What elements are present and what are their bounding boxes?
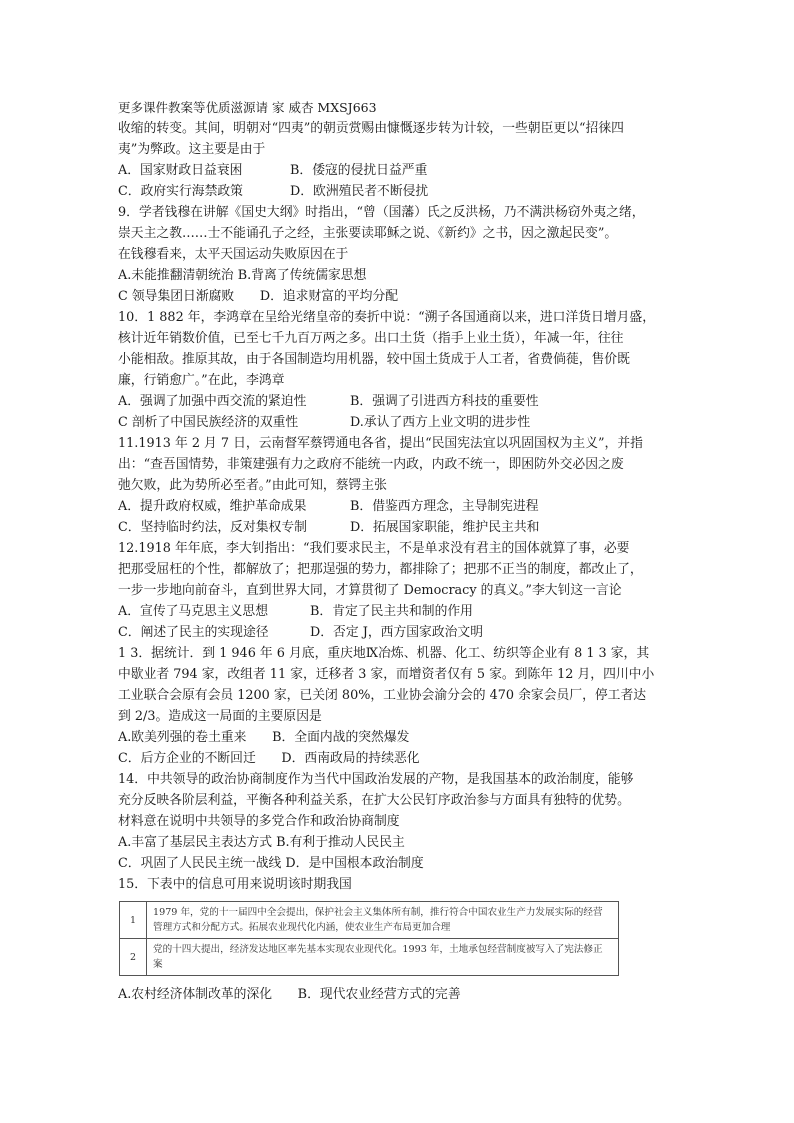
q11-option-d: D．拓展国家职能，维护民主共和 <box>350 520 540 535</box>
q9-options-ab: A.未能推翻清朝统治 B.背离了传统儒家思想 <box>118 268 367 283</box>
q11-option-a: A．提升政府权威，维护革命成果 <box>118 499 307 514</box>
q10-option-d: D.承认了西方上业文明的进步性 <box>350 415 531 430</box>
table-row <box>120 902 619 939</box>
question-12 <box>118 538 678 643</box>
q13-line: 中歇业者 794 家，改组者 11 家，迁移者 3 家，而增资者仅有 5 家。到陈年 12 月，四川中小 <box>118 667 655 682</box>
q8-options-row <box>118 160 678 181</box>
q11-line: 弛欠败，此为势所必至者。”由此可知，蔡锷主张 <box>118 478 387 493</box>
q13-options-ab: A.欧美列强的卷土重来 B．全面内战的突然爆发 <box>118 730 410 745</box>
q10-line: 核计近年销数价值，已至七千九百万两之多。出口土货（指手上业土货），年减一年，往往 <box>118 331 624 346</box>
q11-line: 出：“查吾国情势，非策建强有力之政府不能统一内政，内政不统一，即困防外交必因之废 <box>118 457 624 472</box>
q8-options-row <box>118 181 678 202</box>
q12-line: 一步一步地向前奋斗，直到世界大同，才算贯彻了 Democracy 的真义。”李大钊这一言论 <box>118 583 622 598</box>
q11-options-row <box>118 496 678 517</box>
table-row-number: 1 <box>120 902 147 939</box>
q14-line: 14．中共领导的政治协商制度作为当代中国政治发展的产物，是我国基本的政治制度，能够 <box>118 772 634 787</box>
question-15 <box>118 874 678 1005</box>
q11-line: 11.1913 年 2 月 7 日，云南督军蔡锷通电各省，提出“民国宪法宜以巩固国权为主义”，并指 <box>118 436 643 451</box>
q12-options-row <box>118 601 678 622</box>
q9-line: 在钱穆看来，太平天国运动失败原因在于 <box>118 247 349 262</box>
page-header: 更多课件教案等优质滋源请 家 威杏 MXSJ663 <box>118 100 377 115</box>
q12-options-row <box>118 622 678 643</box>
q10-option-b: B．强调了引进西方科技的重要性 <box>350 394 539 409</box>
q12-option-b: B．肯定了民主共和制的作用 <box>310 604 473 619</box>
q12-line: 12.1918 年年底，李大钊指出：“我们要求民主，不是单求没有君主的国体就算了事，必要 <box>118 541 630 556</box>
q9-options-cd: C 领导集团日渐腐败 D．追求财富的平均分配 <box>118 289 399 304</box>
q8-option-a: A．国家财政日益衰困 <box>118 163 243 178</box>
q10-options-row <box>118 391 678 412</box>
q8-option-c: C．政府实行海禁政策 <box>118 184 243 199</box>
q14-line: 充分反映各阶层利益，平衡各种利益关系，在扩大公民钉序政治参与方面具有独特的优势。 <box>118 793 630 808</box>
q15-table <box>119 901 619 976</box>
q9-line: 9．学者钱穆在讲解《国史大纲》时指出，“曾（国藩）氏之反洪杨，乃不满洪杨窃外夷之绪， <box>118 205 645 220</box>
q12-line: 把那受屈枉的个性，都解放了；把那逞强的势力，都排除了；把那不正当的制度，都改止了， <box>118 562 643 577</box>
q14-options-cd: C．巩固了人民民主统一战线 D．是中国根本政治制度 <box>118 856 424 871</box>
q8-line: 夷”为弊政。这主要是由于 <box>118 142 266 157</box>
q8-option-b: B．倭寇的侵扰日益严重 <box>290 163 428 178</box>
table-row-text: 党的十四大提出，经济发达地区率先基本实现农业现代化。1993 年，土地承包经营制度被写入了宪法修正案 <box>147 939 619 976</box>
q12-option-d: D．否定 J，西方国家政治文明 <box>310 625 484 640</box>
q11-options-row <box>118 517 678 538</box>
question-14 <box>118 769 678 874</box>
q10-line: 10．1 882 年，李鸿章在呈给光绪皇帝的奏折中说：“溯子各国通商以来，进口洋货日增月盛， <box>118 310 656 325</box>
q11-option-c: C．坚持临时约法，反对集权专制 <box>118 520 307 535</box>
q14-line: 材料意在说明中共领导的多党合作和政治协商制度 <box>118 814 400 829</box>
q9-line: 崇天主之教……士不能诵孔子之经，主张要读耶稣之说、《新约》之书，因之激起民变”。 <box>118 226 618 241</box>
q12-option-c: C．阐述了民主的实现途径 <box>118 625 269 640</box>
q8-option-d: D．欧洲殖民者不断侵扰 <box>290 184 429 199</box>
question-9 <box>118 202 678 307</box>
q10-options-row <box>118 412 678 433</box>
exam-page <box>118 97 678 1005</box>
q10-option-a: A．强调了加强中西交流的紧迫性 <box>118 394 307 409</box>
q14-options-ab: A.丰富了基层民主表达方式 B.有利于推动人民民主 <box>118 835 405 850</box>
q13-line: 到 2/3。造成这一局面的主要原因是 <box>118 709 322 724</box>
q8-line: 收缩的转变。其间，明朝对“四夷”的朝贡赏赐由慷慨逐步转为计较，一些朝臣更以“招徕四 <box>118 121 624 136</box>
table-row-number: 2 <box>120 939 147 976</box>
question-8-tail <box>118 118 678 202</box>
q13-line: 工业联合会原有会员 1200 家，已关闭 80%，工业协会渝分会的 470 余家会员厂，停工者达 <box>118 688 647 703</box>
question-10 <box>118 307 678 433</box>
q15-stem: 15．下表中的信息可用来说明该时期我国 <box>118 877 352 892</box>
q13-options-cd: C．后方企业的不断回迁 D．西南政局的持续恶化 <box>118 751 420 766</box>
question-11 <box>118 433 678 538</box>
q10-line: 小能相敌。推原其故，由于各国制造均用机器，较中国土货成于人工者，省费倘蓰，售价既 <box>118 352 630 367</box>
q12-option-a: A．宣传了马克思主义思想 <box>118 604 269 619</box>
question-13 <box>118 643 678 769</box>
table-row-text: 1979 年，党的十一届四中全会提出，保护社会主义集体所有制，推行符合中国农业生产力发展实际的经营管理方式和分配方式。拓展农业现代化内涵，使农业生产布局更加合理 <box>147 902 619 939</box>
q10-line: 廉，行销愈广。”在此，李鸿章 <box>118 373 285 388</box>
q10-option-c: C 剖析了中国民族经济的双重性 <box>118 415 299 430</box>
q11-option-b: B．借鉴西方理念，主导制宪进程 <box>350 499 539 514</box>
q15-options-ab: A.农村经济体制改革的深化 B．现代农业经营方式的完善 <box>118 987 461 1002</box>
table-row <box>120 939 619 976</box>
q13-line: 1 3．据统计．到 1 946 年 6 月底，重庆地Ⅸ冶炼、机器、化工、纺织等企业有 8 1 3 家，其 <box>118 646 650 661</box>
